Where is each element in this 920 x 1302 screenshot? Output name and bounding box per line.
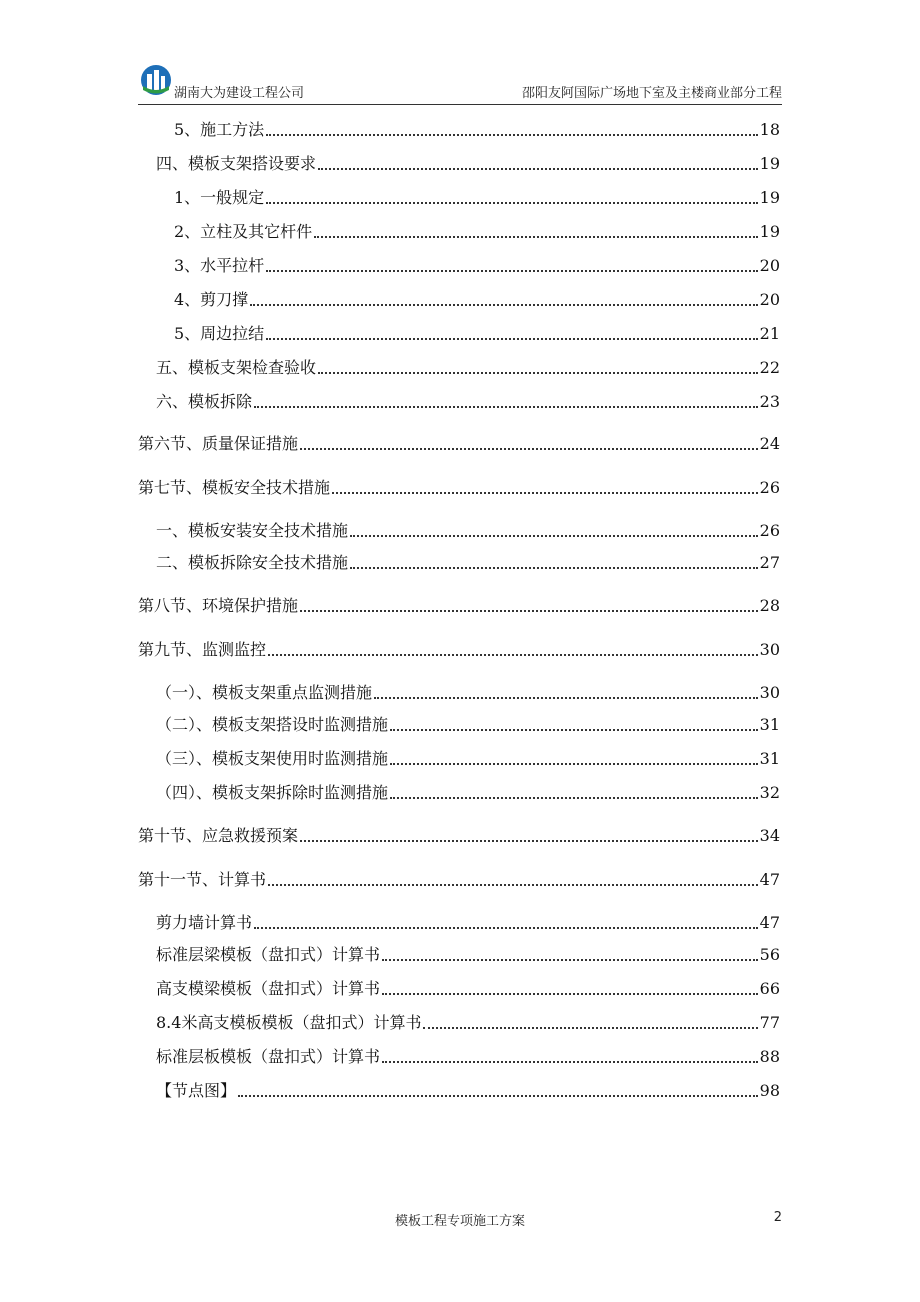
- toc-leader-dots: [266, 338, 757, 340]
- toc-entry-label: 标准层梁模板（盘扣式）计算书: [156, 945, 381, 964]
- page-number: 2: [773, 1210, 782, 1225]
- toc-leader-dots: [390, 797, 758, 799]
- toc-entry-label: 二、模板拆除安全技术措施: [156, 553, 349, 572]
- toc-entry-label: 5、施工方法: [174, 120, 265, 139]
- toc-entry-label: （二）、模板支架搭设时监测措施: [156, 715, 389, 734]
- toc-entry-label: 3、水平拉杆: [174, 256, 265, 275]
- toc-entry[interactable]: [138, 592, 780, 616]
- toc-entry[interactable]: [138, 822, 780, 846]
- toc-entry-label: 第九节、监测监控: [138, 640, 267, 659]
- toc-entry[interactable]: [138, 1043, 780, 1067]
- toc-entry[interactable]: [138, 711, 780, 735]
- toc-entry-page: 88: [759, 1047, 780, 1066]
- project-name: 邵阳友阿国际广场地下室及主楼商业部分工程: [521, 86, 782, 101]
- toc-entry[interactable]: [138, 1009, 780, 1033]
- toc-leader-dots: [350, 567, 758, 569]
- toc-entry[interactable]: [138, 679, 780, 703]
- toc-leader-dots: [268, 884, 758, 886]
- toc-entry[interactable]: [138, 549, 780, 573]
- toc-entry-page: 19: [759, 188, 780, 207]
- toc-entry[interactable]: [138, 745, 780, 769]
- toc-entry-page: 19: [759, 222, 780, 241]
- toc-entry-page: 27: [759, 553, 780, 572]
- toc-leader-dots: [266, 134, 757, 136]
- toc-entry-label: 8.4米高支模板模板（盘扣式）计算书: [156, 1013, 422, 1032]
- toc-entry-page: 30: [759, 640, 780, 659]
- company-name: 湖南大为建设工程公司: [174, 86, 305, 101]
- toc-leader-dots: [254, 406, 758, 408]
- toc-leader-dots: [250, 304, 757, 306]
- toc-leader-dots: [390, 763, 758, 765]
- toc-entry[interactable]: [138, 286, 780, 310]
- toc-entry-label: 高支模梁模板（盘扣式）计算书: [156, 979, 381, 998]
- toc-leader-dots: [423, 1027, 757, 1029]
- toc-entry-page: 77: [759, 1013, 780, 1032]
- toc-entry-label: （四）、模板支架拆除时监测措施: [156, 783, 389, 802]
- toc-entry[interactable]: [138, 218, 780, 242]
- toc-entry-label: 5、周边拉结: [174, 324, 265, 343]
- toc-entry-page: 26: [759, 478, 780, 497]
- toc-entry-page: 26: [759, 521, 780, 540]
- toc-entry-page: 98: [759, 1081, 780, 1100]
- toc-entry-page: 21: [759, 324, 780, 343]
- toc-entry-label: 1、一般规定: [174, 188, 265, 207]
- toc-entry[interactable]: [138, 430, 780, 454]
- toc-leader-dots: [350, 535, 758, 537]
- toc-entry-label: 第十节、应急救援预案: [138, 826, 299, 845]
- toc-leader-dots: [374, 697, 758, 699]
- toc-entry-page: 23: [759, 392, 780, 411]
- toc-entry[interactable]: [138, 320, 780, 344]
- toc-entry-label: 五、模板支架检查验收: [156, 358, 317, 377]
- toc-entry-label: 第七节、模板安全技术措施: [138, 478, 331, 497]
- toc-entry-label: 第六节、质量保证措施: [138, 434, 299, 453]
- toc-entry-page: 31: [759, 749, 780, 768]
- toc-leader-dots: [300, 610, 758, 612]
- toc-entry[interactable]: [138, 975, 780, 999]
- toc-entry-page: 47: [759, 913, 780, 932]
- toc-entry-label: 4、剪刀撑: [174, 290, 249, 309]
- toc-entry-label: 剪力墙计算书: [156, 913, 253, 932]
- toc-entry[interactable]: [138, 184, 780, 208]
- toc-entry-page: 31: [759, 715, 780, 734]
- toc-leader-dots: [266, 270, 757, 272]
- toc-entry-page: 32: [759, 783, 780, 802]
- toc-leader-dots: [382, 959, 758, 961]
- toc-entry[interactable]: [138, 354, 780, 378]
- toc-leader-dots: [318, 168, 758, 170]
- toc-leader-dots: [382, 993, 758, 995]
- toc-entry[interactable]: [138, 1077, 780, 1101]
- toc-leader-dots: [318, 372, 758, 374]
- toc-leader-dots: [300, 840, 758, 842]
- toc-leader-dots: [238, 1095, 758, 1097]
- toc-entry-page: 28: [759, 596, 780, 615]
- toc-entry[interactable]: [138, 866, 780, 890]
- toc-entry-page: 20: [759, 290, 780, 309]
- toc-leader-dots: [268, 654, 758, 656]
- toc-entry-label: 第八节、环境保护措施: [138, 596, 299, 615]
- toc-entry[interactable]: [138, 474, 780, 498]
- toc-entry-page: 47: [759, 870, 780, 889]
- toc-entry-page: 56: [759, 945, 780, 964]
- toc-entry[interactable]: [138, 941, 780, 965]
- toc-entry-page: 20: [759, 256, 780, 275]
- toc-entry[interactable]: [138, 116, 780, 140]
- toc-leader-dots: [332, 492, 758, 494]
- toc-entry-page: 18: [759, 120, 780, 139]
- toc-entry-label: 【节点图】: [156, 1081, 237, 1100]
- toc-entry-label: 一、模板安装安全技术措施: [156, 521, 349, 540]
- toc-entry-page: 24: [759, 434, 780, 453]
- toc-entry-page: 19: [759, 154, 780, 173]
- toc-entry-label: （三）、模板支架使用时监测措施: [156, 749, 389, 768]
- document-title: 模板工程专项施工方案: [394, 1214, 525, 1229]
- toc-leader-dots: [300, 448, 758, 450]
- toc-entry[interactable]: [138, 517, 780, 541]
- toc-entry-label: 六、模板拆除: [156, 392, 253, 411]
- toc-entry-label: （一）、模板支架重点监测措施: [156, 683, 373, 702]
- toc-leader-dots: [382, 1061, 758, 1063]
- toc-entry-label: 四、模板支架搭设要求: [156, 154, 317, 173]
- toc-leader-dots: [390, 729, 758, 731]
- toc-entry-label: 第十一节、计算书: [138, 870, 267, 889]
- toc-entry[interactable]: [138, 909, 780, 933]
- toc-entry-page: 66: [759, 979, 780, 998]
- toc-entry-label: 2、立柱及其它杆件: [174, 222, 313, 241]
- toc-entry-label: 标准层板模板（盘扣式）计算书: [156, 1047, 381, 1066]
- toc-entry[interactable]: [138, 252, 780, 276]
- toc-entry-page: 34: [759, 826, 780, 845]
- toc-entry[interactable]: [138, 150, 780, 174]
- toc-leader-dots: [314, 236, 757, 238]
- toc-leader-dots: [266, 202, 757, 204]
- toc-entry[interactable]: [138, 636, 780, 660]
- toc-entry[interactable]: [138, 779, 780, 803]
- toc-entry[interactable]: [138, 388, 780, 412]
- toc-entry-page: 30: [759, 683, 780, 702]
- toc-entry-page: 22: [759, 358, 780, 377]
- toc-leader-dots: [254, 927, 758, 929]
